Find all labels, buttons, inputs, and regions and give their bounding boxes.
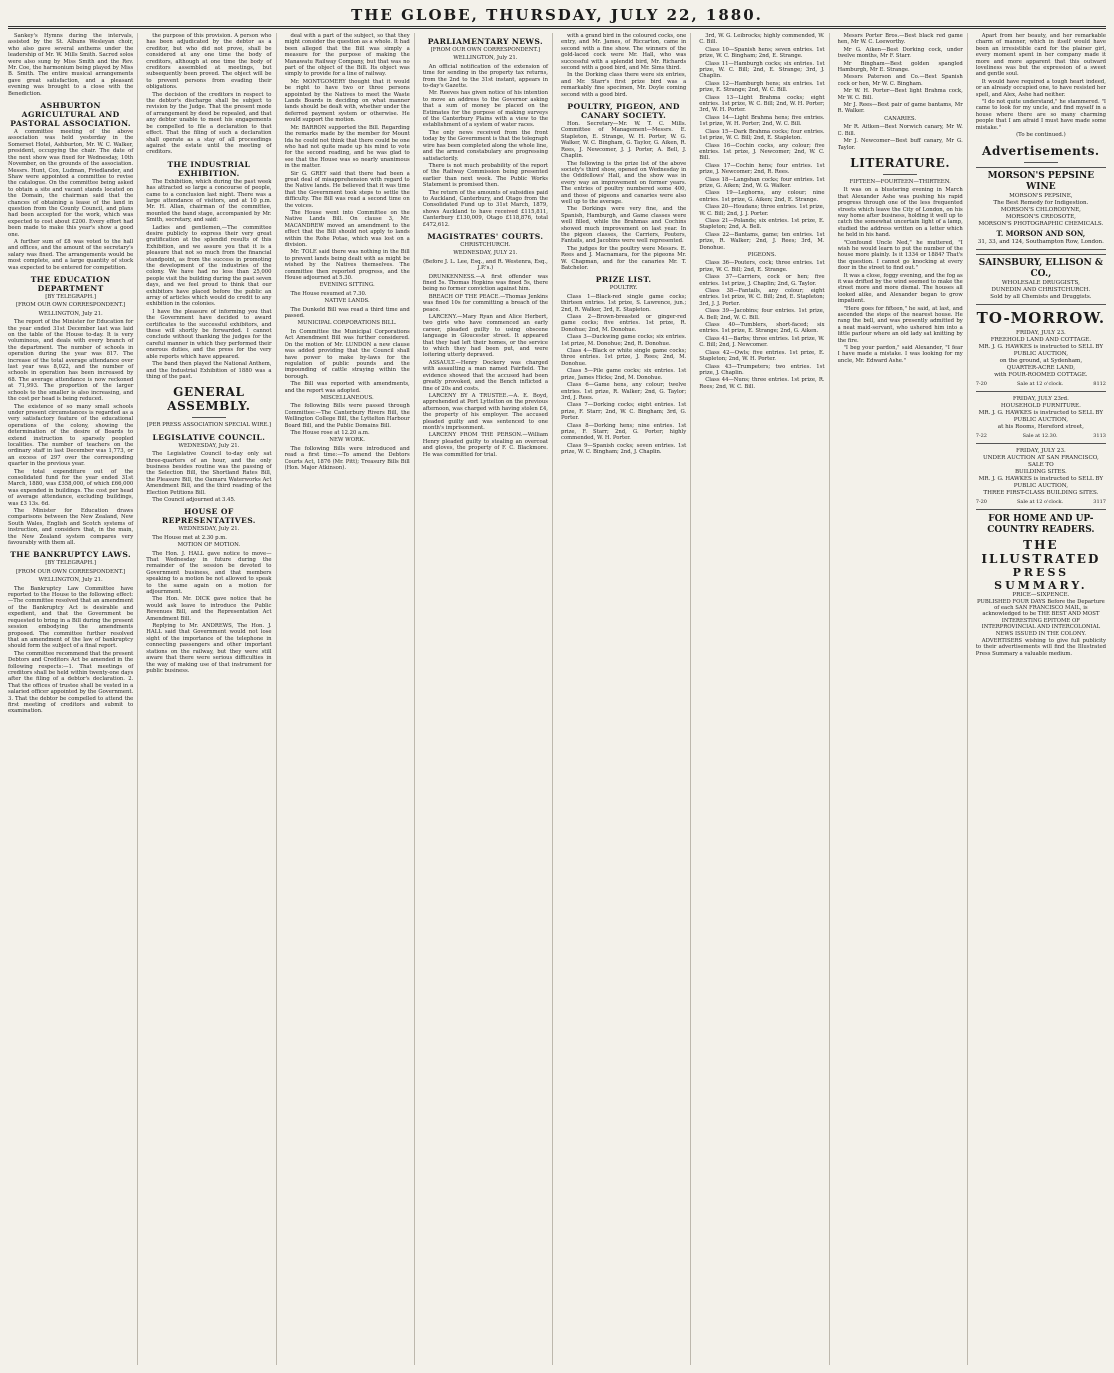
ad-morson [976, 167, 1106, 250]
article-subhead: MOTION OF MOTION. [177, 542, 241, 549]
article-paragraph: The committee recommend that the present Debtors and Creditors Act be amended in the following respects:—1. That meetings of creditors shall be held within twenty-one days after the filing of a debtor's declaration. 2. That the offices of trustee shall be vested in a salaried officer appointed by the Government. 3. That the debtor be compelled to attend the first meeting of creditors and submit to examination. [8, 650, 134, 715]
article-paragraph: Hon. Secretary—Mr. W. T. C. Mills. Committee of Management—Messrs. E. Stapleton, E. Strange, W. H. Porter, W. G. Walker, W. C. Bingham, G. Taylor, G. Aiken, R. Rees, J. Newcomer, J. J. Porter, A. Bell, J. Chaplin. [561, 121, 687, 160]
article-headline: POULTRY, PIGEON, AND CANARY SOCIETY. [567, 102, 680, 121]
article-headline: PARLIAMENTARY NEWS. [427, 37, 543, 46]
article-paragraph: Class 11—Hamburgh cocks; six entries. 1st prize, W. C. Bill; 2nd, E. Strange; 3rd, J. Chaplin. [699, 60, 825, 80]
article-paragraph: The Minister for Education draws comparisons between the New Zealand, New South Wales, English and Scotch systems of instruction, and considers that, in the main, the New Zealand system compares very favourably with them all. [8, 508, 134, 547]
article-headline: THE BANKRUPTCY LAWS. [10, 550, 131, 560]
ad-line-item: BUILDING SITES. [1014, 468, 1067, 475]
article-paragraph: "Confound Uncle Ned," he muttered, "I wish he would learn to put the number of the house more plainly. Is it 1334 or 1884? That's the question. I cannot go knocking at every door in the street to find out." [837, 239, 963, 272]
sale-divider-3 [976, 509, 1106, 510]
article-paragraph: Class 16—Cochin cocks, any colour; five entries. 1st prize, J. Newcomer; 2nd, W. C. Bill. [699, 142, 825, 162]
article-paragraph: The following is the prize list of the above society's third show, opened on Wednesday in the Oddfellows' Hall, and the show was in every way an improvement on former years. The entries of poultry numbered some 400, and those of pigeons and canaries were also well up to the average. [561, 160, 687, 205]
article-paragraph: Mr. TOLE said there was nothing in the Bill to prevent lands being dealt with as might be wished by the Natives themselves. The committee then reported progress, and the House adjourned at 5.30. [284, 249, 410, 282]
article-subhead: MUNICIPAL CORPORATIONS BILL. [297, 320, 397, 327]
article-paragraph: The judges for the poultry were Messrs. E. Rees and J. Macnamara, for the pigeons Mr. W. Chapman, and for the canaries Mr. T. Batchelor. [561, 245, 687, 271]
sale-notice-3 [976, 448, 1106, 497]
article-paragraph: Class 9—Spanish cocks; seven entries. 1st prize, W. C. Bingham; 2nd, J. Chaplin. [561, 442, 687, 456]
article-paragraph: ASSAULT.—Henry Dockery was charged with assaulting a man named Fairfield. The evidence showed that the accused had been greatly provoked, and the Bench inflicted a fine of 20s and costs. [422, 359, 548, 392]
article-paragraph: "Here goes for fifteen," he said, at last, and ascended the steps of the nearest house. He rang the bell, and was presently admitted by a neat maid-servant, who ushered him into a little parlour where an old lady sat knitting by the fire. [837, 305, 963, 344]
ad-line-item: with FOUR-ROOMED COTTAGE. [994, 371, 1088, 378]
article-paragraph: The Council adjourned at 3.45. [152, 496, 236, 503]
article-paragraph: Class 21—Polands; six entries. 1st prize, E. Stapleton; 2nd, A. Bell. [699, 217, 825, 231]
article-paragraph: The band then played the National Anthem, and the Industrial Exhibition of 1880 was a thing of the past. [146, 361, 272, 380]
article-paragraph: Class 44—Nuns; three entries. 1st prize, R. Rees; 2nd, W. C. Bill. [699, 377, 825, 390]
article-paragraph: The Dorkings were very fine, and the Spanish, Hamburgh, and Game classes were well filled, while the Brahmas and Cochins showed much improvement on last year. In the pigeon classes, the Carriers, Pouters, Fantails, and Jacobins were well represented. [561, 206, 687, 245]
ad-line-item: MORSON'S PEPSINE, [1009, 192, 1073, 199]
sale-notice-1 [976, 337, 1106, 379]
article-paragraph: Ladies and gentlemen,—The committee desire publicly to express their very great gratification at the splendid results of this Exhibition, and we assure you that it is a pleasure that not so much from the financial standpoint, as from the success in promoting the development of the industries of the colony. We have had no less than 25,000 people visit the building during the past seven days, and we feel proud to think that our exhibitors have placed before the public an array of articles which would do credit to any exhibition in the colonies. [146, 224, 272, 308]
article-paragraph: "I do not quite understand," he stammered. "I came to look for my uncle, and find myself in a house where there are so many charming people that I am afraid I must have made some mistake." [975, 99, 1106, 131]
ad-line-item: HOUSEHOLD FURNITURE. [1000, 402, 1081, 409]
ad-line-item: MR. J. G. HAWKES is instructed to SELL BY PUBLIC AUCTION, [978, 475, 1104, 489]
section-headline: LITERATURE. [850, 155, 951, 170]
article-subhead: FIFTEEN—FOURTEEN—THIRTEEN. [849, 178, 951, 185]
article-paragraph: It was a close, foggy evening, and the fog as it was drifted by the wind seemed to make the street more and more dismal. The houses all looked alike, and Alexander began to grow impatient. [837, 272, 963, 305]
ad-morson-address: 31, 33, and 124, Southampton Row, London. [977, 238, 1104, 245]
ad-line-item: Sale at 12 o'clock. [1016, 380, 1064, 387]
press-price: PRICE—SIXPENCE. [1012, 591, 1070, 598]
article-paragraph: Class 3—Duckwing game cocks; six entries. 1st prize, M. Donohue; 2nd, R. Donohue. [561, 334, 687, 347]
ad-line-item: 7-20 [975, 380, 987, 387]
ad-line-item: MR. J. G. HAWKES is instructed to SELL BY PUBLIC AUCTION, [978, 409, 1104, 423]
article-paragraph: with a grand bird in the coloured cocks, one entry, and Mr. James, of Riccarton, came in second with a fine show. The winners of the gold-laced cock were Mr. Hall, who was successful with a splendid bird, Mr. Richards second with a good bird, and Mr. Sims third. [561, 33, 687, 72]
article-headline: ASHBURTON AGRICULTURAL AND PASTORAL ASSOCIATION. [10, 101, 131, 129]
ad-line-item: UNDER AUCTION AT SAN FRANCISCO, SALE TO [982, 454, 1099, 468]
ad-line-item: 3117 [1093, 498, 1106, 505]
article-subhead: WELLINGTON, July 21. [38, 577, 103, 584]
article-paragraph: The Exhibition, which during the past week has attracted so large a concourse of people, came to a conclusion last night. There was a large attendance of visitors, and at 10 p.m. Mr. H. Allan, chairman of the committee, mounted the band stage, accompanied by Mr. Smith, secretary, and said: [146, 178, 272, 224]
article-subhead: [PER PRESS ASSOCIATION SPECIAL WIRE.] [146, 422, 272, 429]
article-paragraph: Class 43—Trumpeters; two entries. 1st prize, J. Chaplin. [699, 363, 825, 376]
article-paragraph: There is not much probability of the report of the Railway Commission being presented earlier than next week. The Public Works Statement is promised then. [422, 162, 548, 189]
ad-sainsbury-lines [976, 280, 1106, 301]
ad-line-item: FREEHOLD LAND AND COTTAGE. [990, 336, 1092, 343]
article-paragraph: Class 13—Light Brahma cocks; eight entries. 1st prize, W. C. Bill; 2nd, W. H. Porter; 3rd, W. H. Porter. [699, 94, 825, 114]
article-paragraph: Class 39—Jacobins; four entries. 1st prize, A. Bell; 2nd, W. C. Bill. [699, 308, 825, 321]
article-paragraph: The Legislative Council to-day only sat three-quarters of an hour, and the only business besides routine was the passing of the Selection Bill, the Shortland Rates Bill, the Pleasure Bill, the Oamaru Waterworks Act Amendment Bill, and the third reading of the Election Petitions Bill. [146, 451, 272, 496]
article-paragraph: Sir G. GREY said that there had been a great deal of misapprehension with regard to the Native lands. He believed that it was time that the Government took steps to settle the difficulty. The Bill was read a second time on the voices. [284, 170, 410, 209]
article-subhead: POULTRY. [609, 285, 638, 292]
article-paragraph: Class 40—Tumblers, short-faced; six entries. 1st prize, E. Strange; 2nd, G. Aiken. [699, 322, 825, 335]
article-paragraph: In Committee the Municipal Corporations Act Amendment Bill was further considered. On the motion of Mr. LUNDON a new clause was added providing that the Council shall have power to make by-laws for the regulation of public pounds and the impounding of cattle straying within the borough. [284, 328, 410, 380]
article-subhead: PIGEONS. [747, 252, 777, 258]
column-6 [699, 33, 829, 1365]
press-body: PUBLISHED FOUR DAYS Before the Departure of each SAN FRANCISCO MAIL, is acknowledged to be THE BEST AND MOST INTERESTING EPITOME OF INTERPROVINCIAL AND INTERCOLONIAL NEWS ISSUED IN THE COLONY. [976, 598, 1105, 637]
ad-line-item: MORSON'S CREOSOTE, [1005, 213, 1076, 220]
ad-line-item: 7-20 [975, 498, 987, 505]
article-paragraph: The House went into Committee on the Native Lands Bill. On clause 3, Mr. MACANDREW moved an amendment to the effect that the Bill should not apply to lands within the Rohe Potae, which was lost on a division. [284, 209, 410, 248]
article-paragraph: Apart from her beauty, and her remarkable charm of manner, which in itself would have been an irresistible card for the plainer girl, every moment spent in her company made it more and more apparent that this outward loveliness was but the expression of a sweet and gentle soul. [975, 33, 1106, 78]
press-title-line-2: PRESS SUMMARY. [994, 565, 1088, 592]
article-paragraph: Mr Bingham—Best golden spangled Hamburgh, Mr E. Strange. [837, 60, 963, 74]
article-subhead: (Before J. L. Lee, Esq., and R. Westenra, Esq., J.P.'s.) [422, 258, 548, 272]
article-paragraph: Class 41—Barbs; three entries. 1st prize, W. C. Bill; 2nd, J. Newcomer. [699, 335, 825, 349]
article-paragraph: Mr. MONTGOMERY thought that it would be right to have two or three persons appointed by the Natives to meet the Waste Lands Boards in deciding on what manner lands should be dealt with, whether under the deferred payment system or otherwise. He would support the motion. [284, 78, 410, 124]
article-subhead: NEW WORK. [329, 437, 365, 444]
article-headline: PRIZE LIST. [595, 275, 652, 285]
article-paragraph: The following Bills were passed through Committee:—The Canterbury Rivers Bill, the Wellington College Bill, the Lyttelton Harbour Board Bill, and the Public Domains Bill. [284, 403, 410, 429]
article-headline: THE EDUCATION DEPARTMENT [30, 275, 111, 293]
ad-line-item: The Best Remedy for Indigestion. [993, 199, 1089, 206]
section-rule [883, 174, 917, 175]
ad-line-item: FRIDAY, JULY 23rd. [1012, 395, 1069, 402]
ad-morson-maker: T. MORSON AND SON, [996, 228, 1086, 238]
article-paragraph: It would have required a tough heart indeed, or an already occupied one, to have resisted her spell, and Alex, Ashe had neither. [975, 78, 1106, 98]
column-2 [146, 33, 276, 1365]
ad-sainsbury [976, 254, 1106, 305]
ad-line-item: WHOLESALE DRUGGISTS, [1001, 279, 1080, 286]
ad-line-item: QUARTER-ACRE LAND, [1006, 364, 1076, 371]
column-8-articles [976, 33, 1106, 163]
article-paragraph: Mr R. Aitken—Best Norwich canary, Mr W. C. Bill. [837, 124, 963, 137]
article-paragraph: Class 12—Hamburgh hens; six entries. 1st prize, E. Strange; 2nd, W. C. Bill. [699, 80, 825, 94]
article-paragraph: Class 15—Dark Brahma cocks; four entries. 1st prize, W. C. Bill; 2nd, E. Stapleton. [699, 128, 825, 142]
article-paragraph: Class 2—Brown-breasted or ginger-red game cocks; five entries. 1st prize, R. Donohue; 2nd, M. Donohue. [561, 314, 687, 333]
sale-notice-3-footer [976, 499, 1106, 505]
article-headline: THE INDUSTRIAL EXHIBITION. [167, 159, 251, 178]
article-paragraph: Class 7—Dorking cocks; eight entries. 1st prize, F. Starr; 2nd, W. C. Bingham; 3rd, G. Porter. [561, 402, 687, 422]
article-paragraph: In the Dorking class there were six entries, and Mr. Starr's first prize bird was a remarkably fine specimen, Mr. Doyle coming second with a good bird. [561, 72, 687, 98]
article-headline: MAGISTRATES' COURTS. [427, 231, 544, 241]
ad-line-item: 7-22 [975, 432, 987, 439]
article-paragraph: Class 36—Pouters, cock; three entries. 1st prize, W. C. Bill; 2nd, E. Strange. [699, 260, 825, 273]
section-rule [192, 417, 226, 418]
to-morrow-date: FRIDAY, JULY 23. [1015, 329, 1066, 336]
section-rule [1024, 162, 1058, 163]
article-paragraph: An official notification of the extension of time for sending in the property tax returns, from the 2nd to the 31st instant, appears in to-day's Gazette. [422, 63, 548, 90]
article-subhead: CANARIES. [884, 115, 917, 122]
ad-line-item: DUNEDIN AND CHRISTCHURCH. [991, 286, 1091, 293]
article-paragraph: Class 37—Carriers, cock or hen; five entries. 1st prize, J. Chaplin; 2nd, G. Taylor. [699, 274, 825, 287]
column-8 [976, 33, 1106, 1365]
sale-divider-2 [976, 443, 1106, 444]
article-subhead: EVENING SITTING. [319, 282, 375, 289]
article-paragraph: I have the pleasure of informing you that the Government have decided to award certificates to the successful exhibitors, and these will shortly be forwarded. I cannot conclude without thanking the judges for the careful manner in which they performed their onerous duties, and the press for the very able reports which have appeared. [146, 308, 272, 360]
article-paragraph: The only news received from the front today by the Government is that the telegraph wire has been completed along the whole line, and the armed constabulary are progressing satisfactorily. [422, 129, 548, 162]
article-paragraph: 3rd, W. G. Leibrocks; highly commended, W. C. Bill. [699, 33, 825, 46]
sale-notice-2 [976, 396, 1106, 431]
article-paragraph: Class 1—Black-red single game cocks; thirteen entries. 1st prize, S. Lawrence, jun.; 2nd, R. Walker, 3rd, E. Stapleton. [561, 293, 687, 313]
article-paragraph: Class 20—Houdans; three entries. 1st prize, W. C. Bill; 2nd, J. J. Porter. [699, 204, 825, 217]
masthead-rule [8, 26, 1106, 29]
sale-notice-1-footer [976, 381, 1106, 387]
article-subhead: [FROM OUR OWN CORRESPONDENT.] [430, 47, 541, 53]
article-paragraph: LARCENY BY A TRUSTEE.—A. E. Boyd, apprehended at Port Lyttelton on the previous afternoon, was charged with having stolen £4, the property of his employer. The accused pleaded guilty and was sentenced to one month's imprisonment. [422, 392, 548, 431]
article-subhead: [FROM OUR OWN CORRESPONDENT.] [15, 302, 126, 309]
section-headline: GENERAL ASSEMBLY. [167, 385, 251, 414]
column-grid [8, 33, 1106, 1365]
ad-line-item: THREE FIRST-CLASS BUILDING SITES. [983, 489, 1099, 496]
article-paragraph: Mr. BARRON supported the Bill. Regarding the remarks made by the member for Mount Ida he could not think that there could be one who had not quite made up his mind to vote for the second reading, and he was glad to see that the House was so nearly unanimous in the matter. [284, 124, 410, 170]
article-paragraph: The return of the amounts of subsidies paid to Auckland, Canterbury, and Otago from the Consolidated Fund up to 31st March, 1879, shows Auckland to have received £115,811, Canterbury £130,009, Otago £118,876, total £472,612. [422, 189, 548, 228]
article-headline: HOUSE OF REPRESENTATIVES. [161, 507, 256, 526]
masthead: THE GLOBE, THURSDAY, JULY 22, 1880. [351, 6, 763, 24]
section-headline: Advertisements. [982, 143, 1100, 158]
ad-morson-lines [976, 193, 1106, 228]
article-paragraph: Mr J. Newcomer—Best buff canary, Mr G. Taylor. [837, 138, 963, 151]
column-1 [8, 33, 138, 1365]
article-subhead: WEDNESDAY, July 21. [178, 442, 240, 449]
ad-line-item: on the ground, at Sydenham, [999, 357, 1083, 364]
ad-line-item: 8112 [1093, 380, 1106, 387]
article-paragraph: Class 17—Cochin hens; four entries. 1st prize, J. Newcomer; 2nd, R. Rees. [699, 162, 825, 176]
article-paragraph: LARCENY.—Mary Ryan and Alice Herbert, two girls who have commenced an early career, pleaded guilty to using obscene language in Gloucester street. It appeared that they had left their homes, or the service to which they had been put, and were loitering utterly depraved. [422, 314, 548, 359]
ad-morson-title: MORSON'S PEPSINE WINE [987, 170, 1095, 192]
article-paragraph: The report of the Minister for Education for the year ended 31st December last was laid on the table of the House to-day. It is very voluminous, and deals with every branch of the department. The number of schools in operation during the year was 817. The increase of the total average attendance over last year was 8,022, and the number of schools in operation has been increased by 68. The average attendance is now reckoned at 71,993. The proportion of the larger schools to the smaller is also increasing, and the cost per head is being reduced. [8, 319, 134, 403]
article-subhead: CHRISTCHURCH. [460, 241, 511, 248]
article-paragraph: Class 4—Black or white single game cocks; three entries. 1st prize, J. Rees; 2nd, M. Donohue. [561, 348, 687, 367]
sale-divider-1 [976, 391, 1106, 392]
ad-line-item: FRIDAY, JULY 23. [1015, 447, 1066, 454]
article-paragraph: Messrs Porter Bros.—Best black red game hen, Mr W. C. Leeworthy. [837, 33, 963, 46]
article-paragraph: BREACH OF THE PEACE.—Thomas Jenkins was fined 10s for committing a breach of the peace. [422, 293, 548, 313]
article-subhead: NATIVE LANDS. [324, 298, 370, 305]
ad-line-item: MORSON'S CHLORODYNE, [1000, 206, 1081, 213]
article-paragraph: The existence of so many small schools under present circumstances is regarded as a very satisfactory feature of the educational operations of the colony, showing the determination of the desire of Boards to extend instruction to sparsely peopled localities. The number of teachers on the ordinary staff in last December was 1,773, or an excess of 297 over the corresponding quarter in the previous year. [8, 403, 134, 468]
column-3 [285, 33, 415, 1365]
article-paragraph: The House rose at 12.20 a.m. [290, 429, 370, 436]
ad-line-item: MORSON'S PHOTOGRAPHIC CHEMICALS. [978, 220, 1104, 227]
article-paragraph: A further sum of £8 was voted to the hall and offices, and the amount of the secretary's salary was fixed. The arrangements would be most complete, and a large quantity of stock was expected to be entered for competition. [8, 238, 134, 271]
article-paragraph: Class 22—Bantams, game; ten entries. 1st prize, R. Walker; 2nd, J. Rees; 3rd, M. Donohue. [699, 231, 825, 251]
ad-sainsbury-title: SAINSBURY, ELLISON & CO., [978, 257, 1103, 279]
article-paragraph: The decision of the creditors in respect to the debtor's discharge shall be subject to revision by the Judge. That the present mode of arrangement by deed be repealed, and that any debtor unable to meet his engagements be compelled to file a declaration to that effect. That the filing of such a declaration shall operate as a stay of all proceedings against the estate until the meeting of creditors. [146, 91, 272, 156]
article-paragraph: The Dunkeld Bill was read a third time and passed. [284, 306, 410, 320]
article-paragraph: The House met at 2.30 p.m. [152, 534, 227, 541]
article-paragraph: Class 8—Dorking hens; nine entries. 1st prize, F. Starr; 2nd, G. Porter; highly commended, W. H. Porter. [561, 422, 687, 442]
article-headline: LEGISLATIVE COUNCIL. [152, 432, 266, 442]
ad-line-item: Sale at 12 o'clock. [1016, 498, 1064, 505]
article-paragraph: Class 6—Game hens, any colour; twelve entries. 1st prize, R. Walker; 2nd, G. Taylor; 3rd, J. Rees. [561, 382, 687, 401]
article-paragraph: Mr W. H. Porter—Best light Brahma cock, Mr W. C. Bill. [837, 88, 963, 101]
article-paragraph: Mr. Reeves has given notice of his intention to move an address to the Governor asking that a sum of money be placed on the Estimates for the purpose of making surveys of the Canterbury Plains with a view to the establishment of a system of water races. [422, 90, 548, 129]
article-subhead: WELLINGTON, July 21. [453, 55, 518, 62]
column-5 [561, 33, 691, 1365]
article-subhead: [FROM OUR OWN CORRESPONDENT.] [15, 568, 126, 575]
home-upcountry-heading: FOR HOME AND UP-COUNTRY READERS. [987, 513, 1095, 535]
article-subhead: WEDNESDAY, July 21. [178, 526, 240, 533]
ad-line-item: Sold by all Chemists and Druggists. [990, 293, 1092, 300]
article-paragraph: The Hon. J. HALL gave notice to move—That Wednesday in future during the remainder of the session be devoted to Government business, and that members speaking to a motion be not allowed to speak to the same again on a motion for adjournment. [146, 550, 272, 596]
ad-line-item: Sale at 12.30. [1022, 432, 1058, 439]
article-paragraph: The House resumed at 7.30. [290, 290, 367, 297]
press-footer: ADVERTISERS wishing to give full publicity to their advertisements will find the Illustrated Press Summary a valuable medium. [975, 637, 1106, 657]
article-paragraph: The following Bills were introduced and read a first time:—To amend the Debtors Courts Act, 1876 (Mr. Pitt); Treasury Bills Bill (Hon. Major Atkinson). [284, 445, 410, 471]
article-paragraph: Class 38—Fantails, any colour; eight entries. 1st prize, W. C. Bill; 2nd, E. Stapleton; 3rd, J. J. Porter. [699, 288, 825, 307]
article-paragraph: The Hon. Mr. DICK gave notice that he would ask leave to introduce the Public Revenues Bill, and the Representation Act Amendment Bill. [146, 596, 272, 622]
article-subhead: WELLINGTON, July 21. [38, 310, 103, 317]
article-paragraph: "I beg your pardon," said Alexander, "I fear I have made a mistake. I was looking for my uncle, Mr. Edward Ashe." [837, 345, 963, 364]
ad-line-item: 3113 [1093, 432, 1106, 439]
article-paragraph: The Bill was reported with amendments, and the report was adopted. [284, 381, 410, 394]
article-paragraph: Class 18—Langshan cocks; four entries. 1st prize, G. Aiken; 2nd, W. G. Walker. [699, 176, 825, 189]
article-paragraph: It was on a blustering evening in March that Alexander Ashe was pushing his rapid progress through one of the less frequented streets which leave the City of London, on his way home after business, holding it well up to catch the somewhat uncertain light of a lamp, studied the address written on a letter which he held in his hand. [837, 187, 963, 239]
article-paragraph: Class 5—Pile game cocks; six entries. 1st prize, James Hicks; 2nd, M. Donohue. [561, 368, 687, 381]
article-paragraph: The Bankruptcy Law Committee have reported to the House to the following effect:—The committee resolved that an amendment of the Bankruptcy Act is desirable and expedient, and that the Government be requested to bring in a Bill during the present session embodying the amendments proposed. The committee further resolved that an amendment of the law of bankruptcy should form the subject of a final report. [8, 585, 134, 650]
article-subhead: [BY TELEGRAPH.] [45, 560, 96, 567]
article-paragraph: Replying to Mr. ANDREWS, The Hon. J. HALL said that Government would not lose sight of the importance of the telephone in connecting passengers and other important stations on the railway, but they were still aware that there were serious difficulties in the way of making use of that instrument for public business. [146, 623, 272, 674]
press-title-line-1: THE ILLUSTRATED [981, 537, 1101, 566]
article-paragraph: Class 19—Leghorns, any colour; nine entries. 1st prize, G. Aiken; 2nd, E. Strange. [699, 190, 825, 203]
article-paragraph: the purpose of this provision. A person who has been adjudicated by the debtor as a creditor, but who did not prove, shall be considered at any one time the body of creditors, although at one time the body of creditors assembled at meetings, but subsequently been proved. The object will be to prevent persons from evading their obligations. [146, 33, 272, 91]
ad-line-item: at his Rooms, Hereford street, [997, 423, 1084, 430]
ad-line-item: MR. J. G. HAWKES is instructed to SELL BY PUBLIC AUCTION, [978, 343, 1104, 357]
article-paragraph: LARCENY FROM THE PERSON.—William Henry pleaded guilty to stealing an overcoat and gloves, the property of F. C. Blackmore. He was committed for trial. [422, 432, 548, 458]
article-subhead: (To be continued.) [1016, 132, 1066, 139]
article-paragraph: A committee meeting of the above association was held yesterday in the Somerset Hotel, Ashburton, Mr. W. C. Walker, president, occupying the chair. The date of the next show was fixed for Wednesday, 10th November, on the grounds of the association. Messrs. Hunt, Cox, Ludman, Friedlander, and Shaw were appointed a committee to revise the catalogue. On the committee being asked to obtain a site and vacant stands located on the Domain, the chairman said that the chances of obtaining a lease of the land in question from the County Council, and plans had been accepted for the work, which was expected to cost about £200. Every effort had been made to make this year's show a good one. [8, 129, 134, 238]
column-4 [423, 33, 553, 1365]
article-subhead: MISCELLANEOUS. [320, 394, 374, 401]
article-paragraph: Class 14—Light Brahma hens; five entries. 1st prize, W. H. Porter; 2nd, W. C. Bill. [699, 114, 825, 128]
article-paragraph: Sankey's Hymns during the intervals, assisted by the St. Albans Wesleyan choir, who also gave several anthems under the leadership of Mr. W. Mills Smith. Sacred solos were also sung by Miss Smith and the Rev. Mr. Coe, the harmonium being played by Miss B. Smith. The entire musical arrangements gave great satisfaction, and a pleasant evening was brought to a close with the Benediction. [8, 33, 134, 97]
article-paragraph: The total expenditure out of the consolidated fund for the year ended 31st March, 1880, was £358,000, of which £66,000 was expended in buildings. The cost per head of average attendance, excluding buildings, was £3 13s. 6d. [8, 468, 134, 507]
article-paragraph: Class 10—Spanish hens; seven entries. 1st prize, W. C. Bingham; 2nd, E. Strange. [699, 46, 825, 60]
article-subhead: WEDNESDAY, JULY 21. [453, 250, 518, 257]
article-paragraph: deal with a part of the subject, so that they might consider the question as a whole. It had been alleged that the Bill was simply a measure for the purpose of making the Manawatu Railway Company, but that was no part of the object of the Bill. Its object was simply to provide for a line of railway. [284, 33, 410, 78]
to-morrow-heading: TO-MORROW. [976, 308, 1106, 327]
article-paragraph: Mr G. Aiken—Best Dorking cock, under twelve months, Mr F. Starr. [837, 46, 963, 60]
column-7 [838, 33, 968, 1365]
article-paragraph: DRUNKENNESS.—A first offender was fined 5s. Thomas Hopkins was fined 5s, there being no former conviction against him. [422, 273, 548, 293]
article-paragraph: Class 42—Owls; five entries. 1st prize, E. Stapleton; 2nd, W. H. Porter. [699, 349, 825, 363]
article-paragraph: Mr J. Rees—Best pair of game bantams, Mr R. Walker. [837, 102, 963, 115]
article-subhead: [BY TELEGRAPH.] [45, 294, 96, 300]
article-paragraph: Messrs Paterson and Co.—Best Spanish cock or hen, Mr W. C. Bingham. [837, 74, 963, 87]
sale-notice-2-footer [976, 433, 1106, 439]
